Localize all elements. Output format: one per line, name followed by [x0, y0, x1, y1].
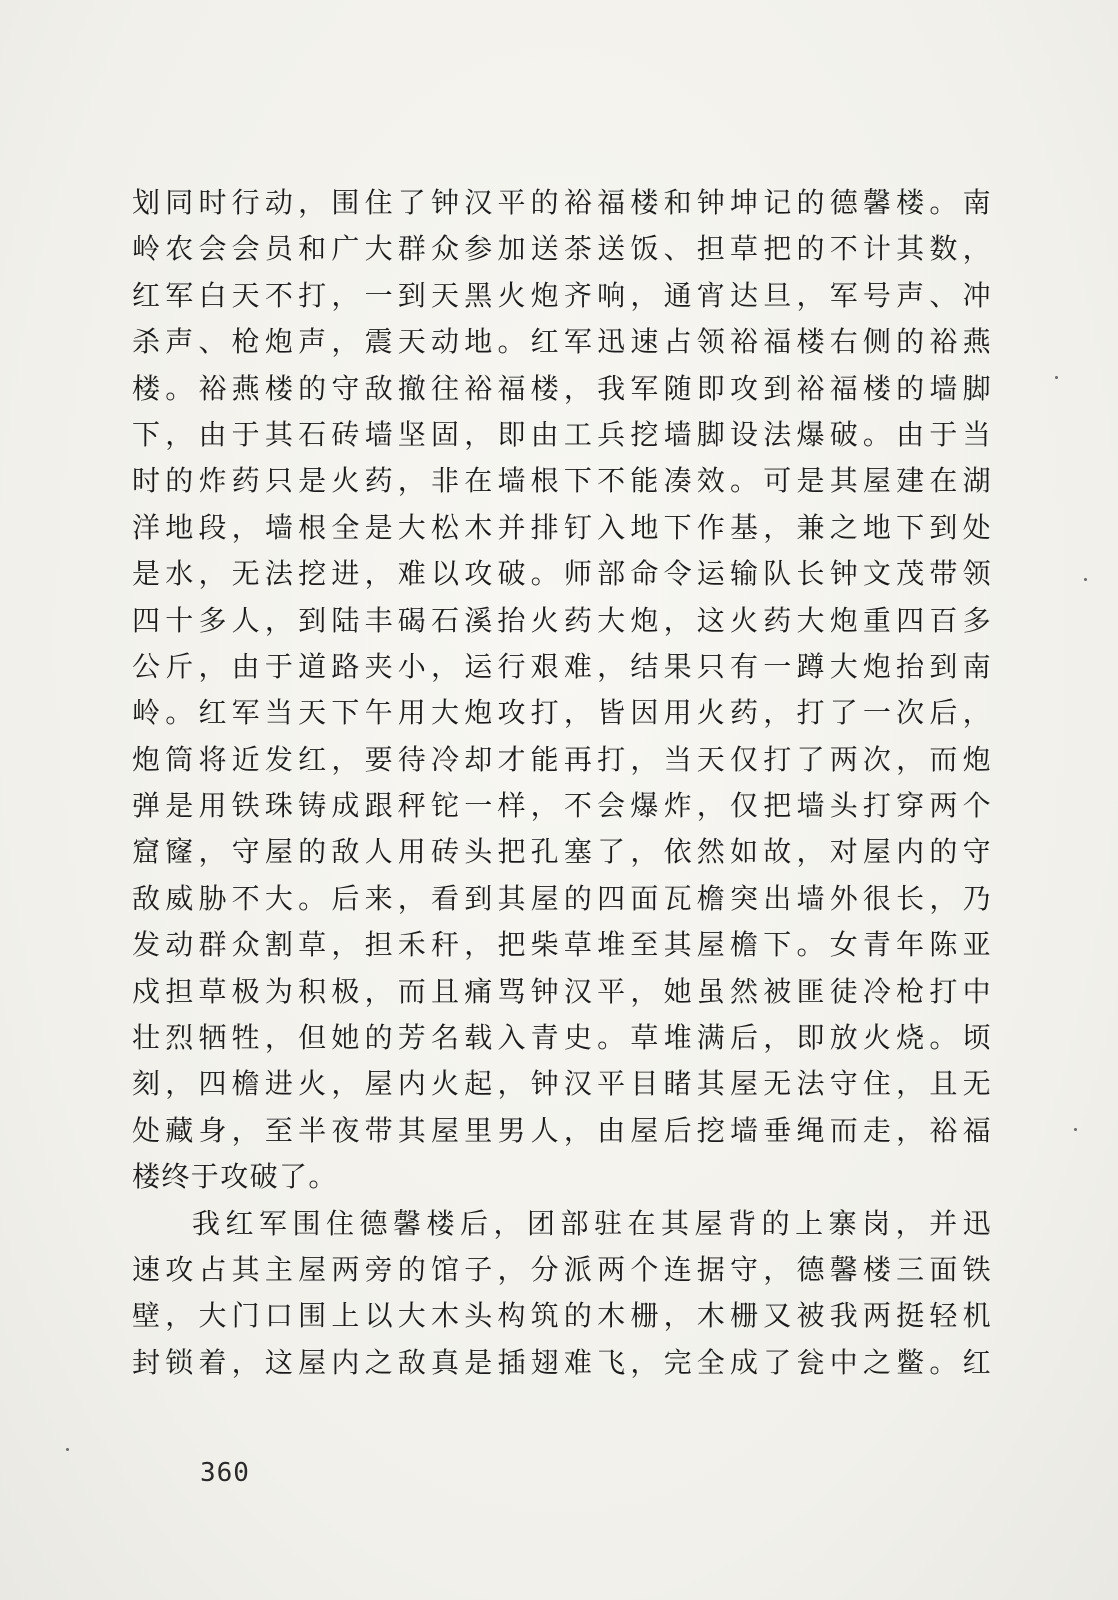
text-line: 窟窿，守屋的敌人用砖头把孔塞了，依然如故，对屋内的守 — [132, 835, 992, 869]
text-line: 四十多人，到陆丰碣石溪抬火药大炮，这火药大炮重四百多 — [132, 603, 992, 637]
text-line: 我红军围住德馨楼后，团部驻在其屋背的上寨岗，并迅 — [192, 1206, 992, 1240]
text-line: 下，由于其石砖墙坚固，即由工兵挖墙脚设法爆破。由于当 — [132, 417, 992, 451]
body-text — [132, 180, 992, 1386]
text-line: 戍担草极为积极，而且痛骂钟汉平，她虽然被匪徒冷枪打中 — [132, 974, 992, 1008]
text-line: 洋地段，墙根全是大松木并排钉入地下作基，兼之地下到处 — [132, 510, 992, 544]
text-line: 岭农会会员和广大群众参加送茶送饭、担草把的不计其数， — [132, 232, 992, 266]
text-line: 红军白天不打，一到天黑火炮齐响，通宵达旦，军号声、冲 — [132, 278, 992, 312]
text-line: 岭。红军当天下午用大炮攻打，皆因用火药，打了一次后， — [132, 696, 992, 730]
text-line: 时的炸药只是火药，非在墙根下不能凑效。可是其屋建在湖 — [132, 464, 992, 498]
text-line: 速攻占其主屋两旁的馆子，分派两个连据守，德馨楼三面铁 — [132, 1252, 992, 1286]
text-line: 处藏身，至半夜带其屋里男人，由屋后挖墙垂绳而走，裕福 — [132, 1113, 992, 1147]
paragraph-2 — [132, 1201, 992, 1387]
text-line: 弹是用铁珠铸成跟秤铊一样，不会爆炸，仅把墙头打穿两个 — [132, 789, 992, 823]
scan-speck — [66, 1448, 69, 1451]
text-line: 是水，无法挖进，难以攻破。师部命令运输队长钟文茂带领 — [132, 557, 992, 591]
text-line: 敌威胁不大。后来，看到其屋的四面瓦檐突出墙外很长，乃 — [132, 881, 992, 915]
scan-speck — [1074, 1128, 1077, 1131]
scan-speck — [1055, 376, 1058, 379]
text-line: 壮烈牺牲，但她的芳名载入青史。草堆满后，即放火烧。顷 — [132, 1021, 992, 1055]
text-line: 封锁着，这屋内之敌真是插翅难飞，完全成了瓮中之鳖。红 — [132, 1345, 992, 1379]
page-number: 360 — [200, 1458, 250, 1488]
paragraph-1 — [132, 180, 992, 1201]
text-line: 炮筒将近发红，要待冷却才能再打，当天仅打了两次，而炮 — [132, 742, 992, 776]
text-line: 公斤，由于道路夹小，运行艰难，结果只有一蹲大炮抬到南 — [132, 649, 992, 683]
text-line: 杀声、枪炮声，震天动地。红军迅速占领裕福楼右侧的裕燕 — [132, 325, 992, 359]
text-line: 壁，大门口围上以大木头构筑的木栅，木栅又被我两挺轻机 — [132, 1299, 992, 1333]
text-line: 发动群众割草，担禾秆，把柴草堆至其屋檐下。女青年陈亚 — [132, 928, 992, 962]
text-line: 楼终于攻破了。 — [132, 1160, 338, 1194]
text-line: 划同时行动，围住了钟汉平的裕福楼和钟坤记的德馨楼。南 — [132, 186, 992, 219]
scan-speck — [1084, 578, 1087, 581]
text-line: 楼。裕燕楼的守敌撤往裕福楼，我军随即攻到裕福楼的墙脚 — [132, 371, 992, 405]
text-line: 刻，四檐进火，屋内火起，钟汉平目睹其屋无法守住，且无 — [132, 1067, 992, 1101]
